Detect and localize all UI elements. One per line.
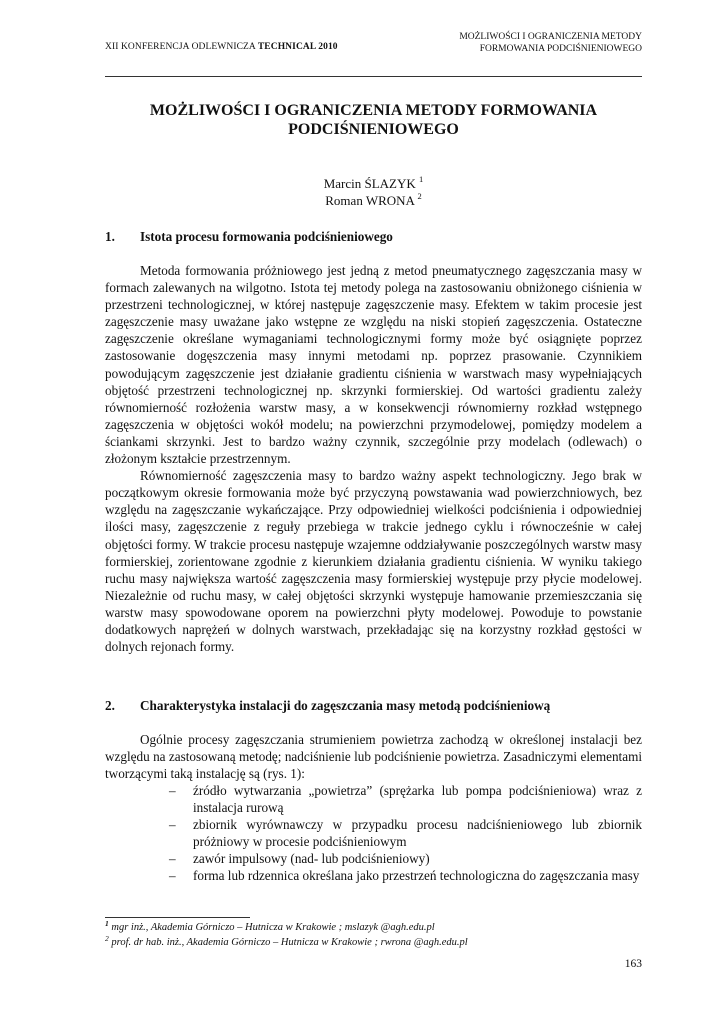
footnote-divider xyxy=(105,917,250,918)
list-item-text: zawór impulsowy (nad- lub podciśnieniowy) xyxy=(193,851,430,867)
author-name: Marcin ŚLAZYK xyxy=(323,176,416,191)
running-header-right xyxy=(402,31,642,55)
footnote-mark: 2 xyxy=(105,934,109,943)
component-list xyxy=(105,782,642,885)
list-dash: – xyxy=(169,783,176,798)
author-footnote-ref: 2 xyxy=(417,191,422,201)
section-title: Istota procesu formowania podciśnieniowego xyxy=(140,229,393,244)
paragraph: Ogólnie procesy zagęszczania strumieniem powietrza zachodzą w określonej instalacji bez względu na zastosowaną metodę; nadciśnienie lub podciśnienie powietrza. Zasadniczymi elementami tworzącymi taką instalację są (rys. 1): xyxy=(105,732,642,782)
list-item xyxy=(105,867,642,884)
footnote-mark: 1 xyxy=(105,919,109,928)
list-dash: – xyxy=(169,851,176,867)
author xyxy=(105,192,642,209)
running-title-line-2: FORMOWANIA PODCIŚNIENIOWEGO xyxy=(479,44,642,54)
list-dash: – xyxy=(169,817,176,833)
section-number: 1. xyxy=(105,229,115,244)
list-item-text: źródło wytwarzania „powietrza” (sprężarka lub pompa podciśnieniowa) wraz z instalacja rurową xyxy=(193,783,642,816)
footnote xyxy=(105,921,435,935)
running-header-left xyxy=(105,42,338,52)
list-item-text: forma lub rdzennica określana jako przestrzeń technologiczna do zagęszczania masy xyxy=(193,868,640,884)
list-item xyxy=(105,782,642,816)
paper-title xyxy=(105,101,642,139)
author-name: Roman WRONA xyxy=(325,193,415,208)
conference-name: XII KONFERENCJA ODLEWNICZA xyxy=(105,42,256,52)
footnote-text: mgr inż., Akademia Górniczo – Hutnicza w Krakowie ; mslazyk @agh.edu.pl xyxy=(111,922,435,933)
paper-title-line-2: PODCIŚNIENIOWEGO xyxy=(288,121,459,138)
paragraph: Metoda formowania próżniowego jest jedną z metod pneumatycznego zagęszczania masy w formach zalewanych na wilgotno. Istota tej metody polega na zastosowaniu obniżonego ciśnienia w przestrzeni technologicznej, w której następuje zagęszczenie masy. Efektem w takim procesie jest zagęszczenie masy uważane jako wstępne ze względu na niski stopień zagęszczenia. Ostateczne zagęszczenie określane wymaganiami technologicznymi formy może być osiągnięte poprzez zastosowanie dogęszczenia masy innymi metodami np. poprzez prasowanie. Czynnikiem powodującym zagęszczenie jest działanie gradientu ciśnienia w warstwach masy wypełniających objętość przestrzeni technologicznej np. skrzynki formierskiej. Od wartości gradientu zależy równomierność rozłożenia warstw masy, a w konsekwencji równomierny rozkład wstępnego zagęszczenia w objętości wokół modelu; na powierzchni przymodelowej, pomiędzy modelem a ściankami skrzynki. Jest to bardzo ważny czynnik, szczególnie przy modelach (odlewach) o złożonym kształcie przestrzennym. xyxy=(105,263,642,467)
section-title: Charakterystyka instalacji do zagęszczania masy metodą podciśnieniową xyxy=(140,698,551,713)
conference-edition: TECHNICAL 2010 xyxy=(257,42,338,52)
section-1-body xyxy=(105,262,642,655)
running-title-line-1: MOŻLIWOŚCI I OGRANICZENIA METODY xyxy=(459,32,642,42)
section-number: 2. xyxy=(105,698,115,713)
author xyxy=(105,175,642,192)
paper-title-line-1: MOŻLIWOŚCI I OGRANICZENIA METODY FORMOWANIA xyxy=(149,102,598,119)
page-number: 163 xyxy=(624,958,642,970)
author-footnote-ref: 1 xyxy=(419,174,424,184)
list-item xyxy=(105,850,642,867)
header-divider xyxy=(105,76,642,77)
footnote-text: prof. dr hab. inż., Akademia Górniczo – Hutnicza w Krakowie ; rwrona @agh.edu.pl xyxy=(111,937,468,948)
author-list xyxy=(105,175,642,209)
section-2-body xyxy=(105,731,642,782)
list-item-text: zbiornik wyrównawczy w przypadku procesu nadciśnieniowego lub zbiornik próżniowy w procesie podciśnieniowym xyxy=(193,817,642,850)
list-dash: – xyxy=(169,868,176,884)
footnote xyxy=(105,936,468,950)
paragraph: Równomierność zagęszczenia masy to bardzo ważny aspekt technologiczny. Jego brak w początkowym okresie formowania może być przyczyną powstawania wad powierzchniowych, bez względu na zagęszczanie wykańczające. Przy odpowiedniej wielkości podciśnienia i odpowiedniej ilości masy, zagęszczenie z reguły przebiega w trakcie jednego cyklu i równocześnie w całej objętości formy. W trakcie procesu następuje wzajemne oddziaływanie poszczególnych warstw masy formierskiej, zorientowane zgodnie z kierunkiem działania gradientu ciśnienia. W wyniku takiego ruchu masy największa wartość zagęszczenia masy formierskiej występuje przy płycie modelowej. Niezależnie od ruchu masy, w całej objętości skrzynki występuje hamowanie przemieszczania się warstw masy spowodowane oporem na powierzchni płyty modelowej. Powoduje to powstanie dodatkowych naprężeń w dolnych warstwach, przekładając się na korzystny rozkład gęstości w dolnych rejonach formy. xyxy=(105,468,642,655)
list-item xyxy=(105,816,642,850)
